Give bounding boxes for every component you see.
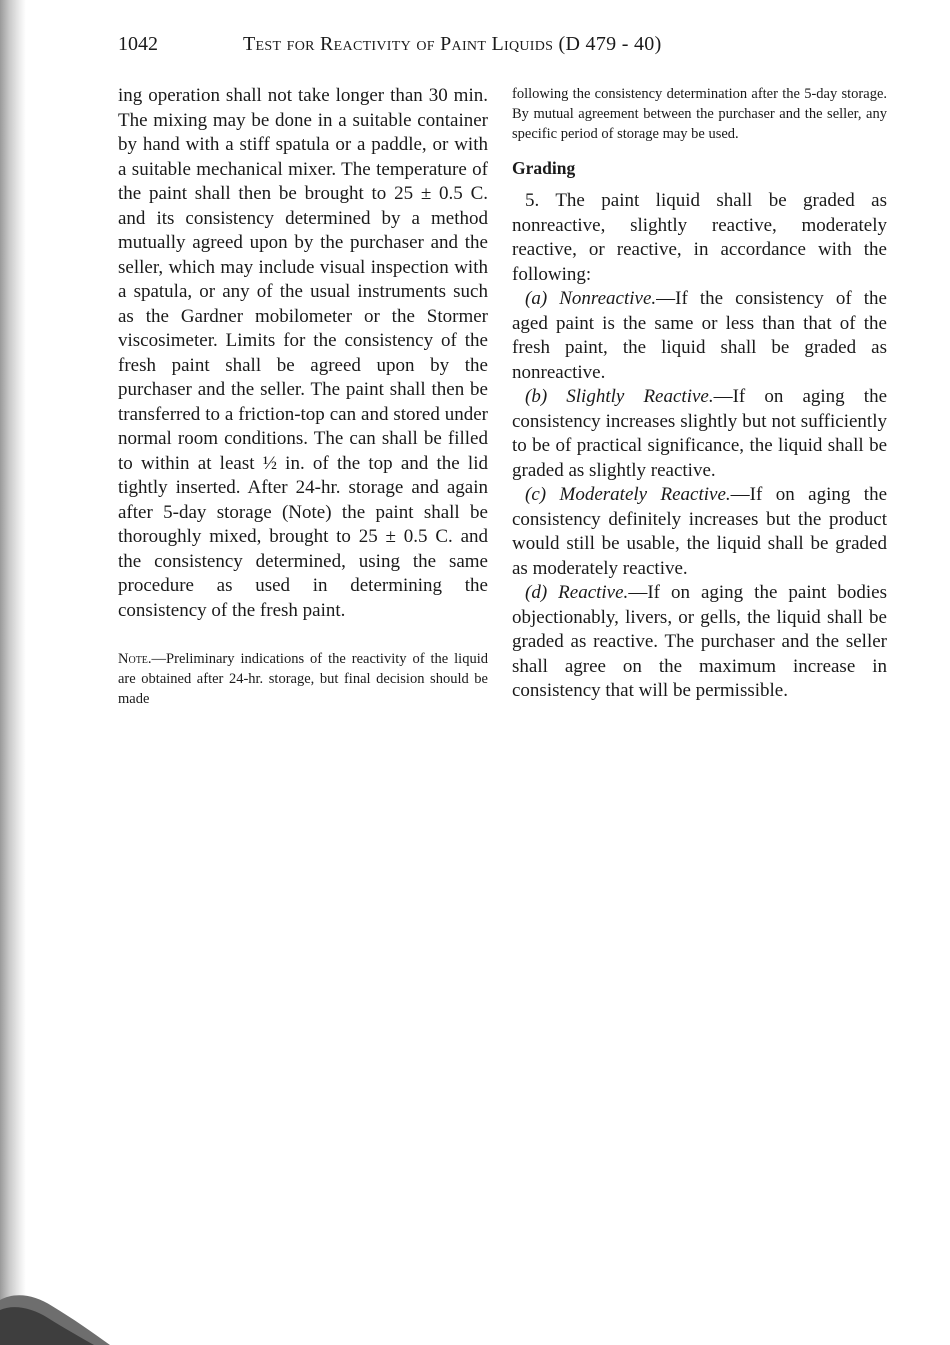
left-column bbox=[118, 84, 488, 709]
section-5-paragraph: 5. The paint liquid shall be graded as nonreactive, slightly reactive, moderately reactive, or reactive, in accordance with the following: bbox=[512, 190, 887, 285]
note-continuation: following the consistency determination after the 5-day storage. By mutual agreement between the purchaser and the seller, any specific period of storage may be used. bbox=[512, 86, 887, 142]
grade-label: (b) bbox=[525, 386, 548, 407]
page-number: 1042 bbox=[118, 33, 158, 55]
grade-label: (a) bbox=[525, 288, 548, 309]
grade-term: Moderately Reactive. bbox=[559, 484, 731, 505]
grade-slightly-reactive bbox=[512, 385, 887, 483]
grade-text: —If the consistency of the aged paint is the same or less than that of the fresh paint, the liquid shall be graded as nonreactive. bbox=[512, 288, 887, 383]
grade-text: —If on aging the consistency increases slightly but not sufficiently to be of practical significance, the liquid shall be graded as slightly reactive. bbox=[512, 386, 888, 481]
procedure-paragraph: ing operation shall not take longer than 30 min. The mixing may be done in a suitable container by hand with a stiff spatula or a paddle, or with a suitable mechanical mixer. The temperature of the paint shall then be brought to 25 ± 0.5 C. and its consistency determined by a method mutually agreed upon by the purchaser and the seller, which may include visual inspection with a spatula, or any of the usual instruments such as the Gardner mobilometer or the Stormer viscosimeter. Limits for the consistency of the fresh paint shall be agreed upon by the purchaser and the seller. The paint shall then be transferred to a friction-top can and stored under normal room conditions. The can shall be filled to within at least ½ in. of the top and the lid tightly inserted. After 24-hr. storage and again after 5-day storage (Note) the paint shall be thoroughly mixed, brought to 25 ± 0.5 C. and the consistency determined, using the same procedure as used in determining the consistency of the fresh paint. bbox=[118, 85, 488, 621]
grade-term: Slightly Reactive. bbox=[566, 386, 714, 407]
right-column bbox=[512, 84, 887, 704]
running-title: Test for Reactivity of Paint Liquids (D 479 - 40) bbox=[243, 33, 662, 55]
grade-reactive bbox=[512, 581, 887, 704]
grade-nonreactive bbox=[512, 287, 887, 385]
binding-shadow bbox=[0, 0, 26, 1345]
running-head bbox=[118, 33, 878, 61]
grade-label: (c) bbox=[525, 484, 547, 505]
thumb-shadow-image bbox=[0, 1280, 110, 1345]
grade-label: (d) bbox=[525, 582, 548, 603]
note-text: —Preliminary indications of the reactivity of the liquid are obtained after 24-hr. storage, but final decision should be made bbox=[118, 651, 488, 707]
grade-text: —If on aging the consistency definitely increases but the product would still be usable, the liquid shall be graded as moderately reactive. bbox=[512, 484, 888, 579]
grade-term: Reactive. bbox=[558, 582, 629, 603]
grade-moderately-reactive bbox=[512, 483, 887, 581]
note-label: Note. bbox=[118, 651, 152, 667]
section-heading-grading: Grading bbox=[512, 158, 576, 178]
grade-term: Nonreactive. bbox=[559, 288, 657, 309]
note-paragraph bbox=[118, 649, 488, 709]
grade-text: —If on aging the paint bodies objectionably, livers, or gells, the liquid shall be graded as reactive. The purchaser and the seller shall agree on the maximum increase in consistency that will be permissible. bbox=[512, 582, 887, 701]
